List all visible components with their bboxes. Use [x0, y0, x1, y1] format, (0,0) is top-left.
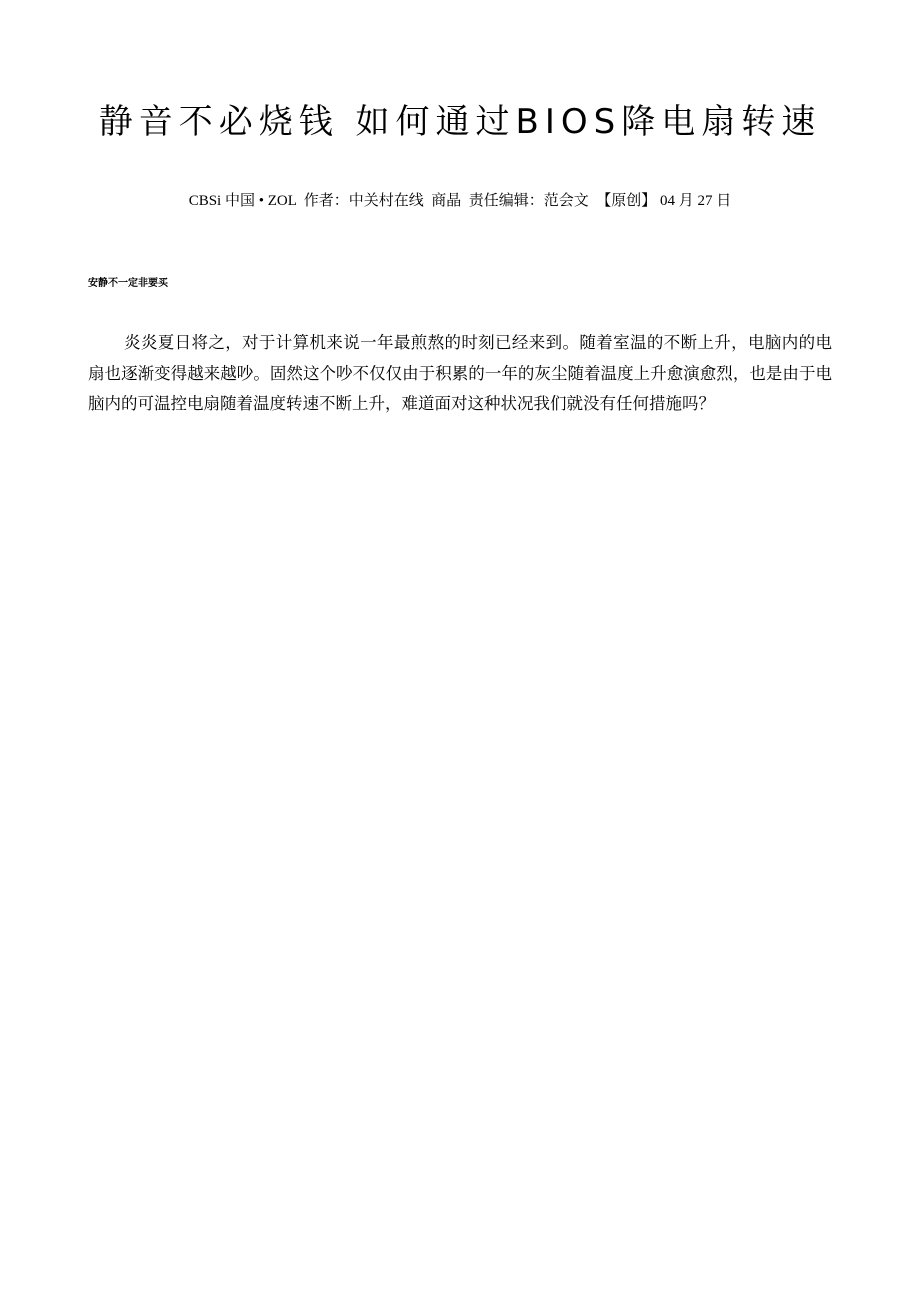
article-title: 静音不必烧钱 如何通过BIOS降电扇转速	[98, 102, 822, 142]
section-heading: 安静不一定非要买	[88, 278, 168, 289]
article-paragraph: 炎炎夏日将之，对于计算机来说一年最煎熬的时刻已经来到。随着室温的不断上升，电脑内的电扇也逐渐变得越来越吵。固然这个吵不仅仅由于积累的一年的灰尘随着温度上升愈演愈烈，也是由于电脑内的可温控电扇随着温度转速不断上升，难道面对这种状况我们就没有任何措施吗？	[88, 333, 832, 413]
article-byline: CBSi 中国 • ZOL 作者：中关村在线 商晶 责任编辑：范会文 【原创】 04 月 27 日	[188, 193, 732, 209]
